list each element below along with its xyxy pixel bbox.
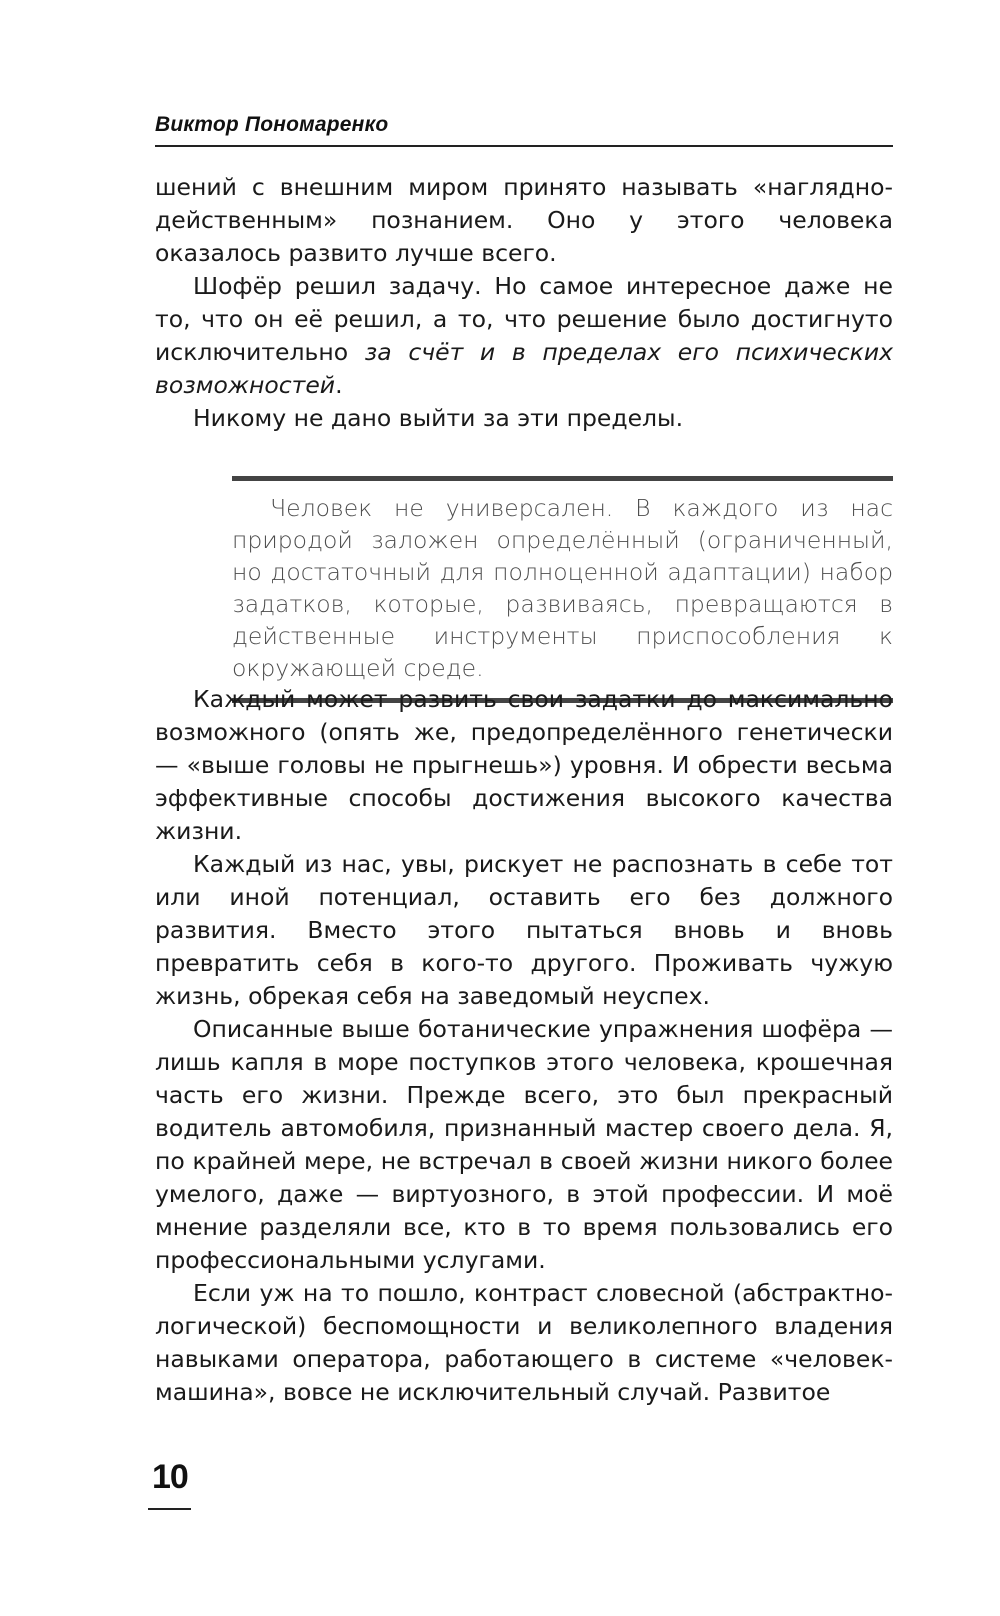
- paragraph: Описанные выше ботанические упражнения шофёра — лишь капля в море поступков этого человека, крошечная часть его жизни. Прежде всего, это был прекрасный водитель автомобиля, признанный мастер своего дела. Я, по крайней мере, не встречал в своей жизни никого более умелого, даже — виртуозного, в этой профессии. И моё мнение разделяли все, кто в то время пользовались его профессиональными услугами.: [155, 1015, 893, 1274]
- paragraph: шений с внешним миром принято называть «наглядно-действенным» познанием. Оно у этого человека оказалось развито лучше всего.: [155, 173, 893, 267]
- paragraph-text: Шофёр решил задачу. Но самое интересное даже не то, что он её решил, а то, что решение было достигнуто исключительно: [155, 272, 893, 366]
- running-header-author: Виктор Пономаренко: [155, 113, 389, 136]
- highlight-quote-box: [232, 476, 893, 703]
- paragraph: Никому не дано выйти за эти пределы.: [193, 404, 684, 432]
- top-text-block: [155, 171, 893, 435]
- header-divider: [155, 145, 893, 147]
- page-number: 10: [152, 1458, 188, 1496]
- quote-text: [232, 492, 893, 684]
- paragraph: Каждый из нас, увы, рискует не распознать в себе тот или иной потенциал, оставить его без должного развития. Вместо этого пытаться вновь и вновь превратить себя в кого-то другого. Проживать чужую жизнь, обрекая себя на заведомый неуспех.: [155, 850, 893, 1010]
- quote-paragraph: Человек не универсален. В каждого из нас природой заложен определённый (ограниченный, но достаточный для полноценной адаптации) набор задатков, которые, развиваясь, превращаются в действенные инструменты приспособления к окружающей среде.: [232, 494, 893, 682]
- emphasis-text: за счёт и в пределах его психических возможностей: [155, 338, 893, 399]
- paragraph: Каждый может развить свои задатки до максимально возможного (опять же, предопределённого генетически — «выше головы не прыгнешь») уровня. И обрести весьма эффективные способы достижения высокого качества жизни.: [155, 685, 893, 845]
- bottom-text-block: [155, 683, 893, 1409]
- paragraph: [155, 270, 893, 402]
- paragraph-text-end: .: [335, 371, 343, 399]
- paragraph: Если уж на то пошло, контраст словесной (абстрактно-логической) беспомощности и великолепного владения навыками оператора, работающего в системе «человек-машина», вовсе не исключительный случай. Развитое: [155, 1279, 893, 1406]
- page-number-underline: [148, 1508, 191, 1510]
- quote-top-rule: [232, 476, 893, 481]
